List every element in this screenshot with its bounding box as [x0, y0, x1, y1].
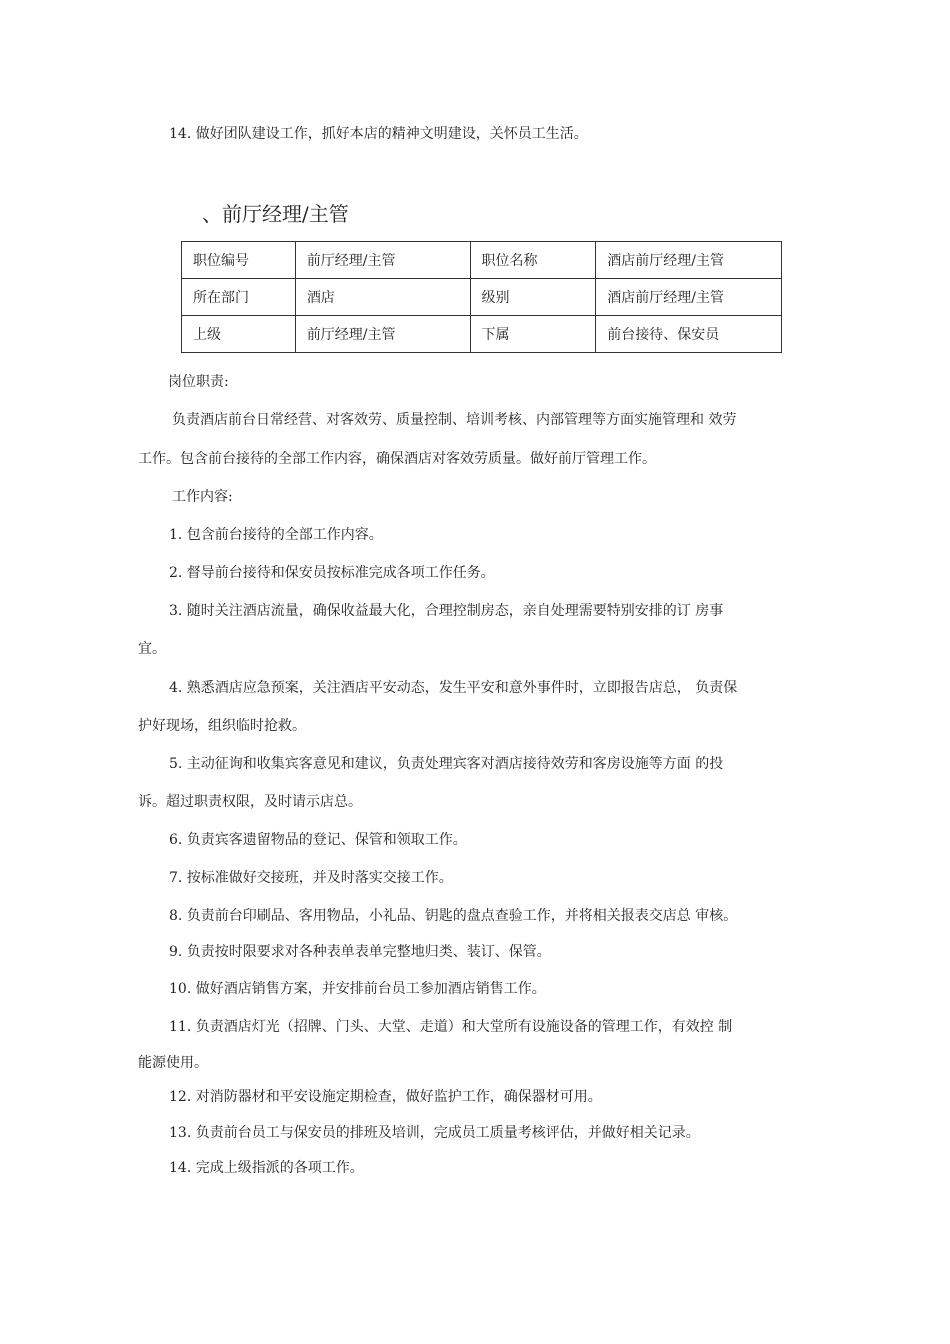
work-item-14: 14. 完成上级指派的各项工作。: [169, 1160, 364, 1176]
duty-text-line-2: 工作。包含前台接待的全部工作内容，确保酒店对客效劳质量。做好前厅管理工作。: [138, 451, 656, 467]
work-item-6: 6. 负责宾客遗留物品的登记、保管和领取工作。: [169, 832, 467, 848]
work-item-8: 8. 负责前台印刷品、客用物品，小礼品、钥匙的盘点查验工作，并将相关报表交店总 审核。: [169, 908, 738, 924]
work-item-13: 13. 负责前台员工与保安员的排班及培训，完成员工质量考核评估，并做好相关记录。: [169, 1125, 700, 1141]
work-item-7: 7. 按标准做好交接班，并及时落实交接工作。: [169, 870, 453, 886]
section-title: 、前厅经理/主管: [202, 202, 349, 226]
work-item-2: 2. 督导前台接待和保安员按标准完成各项工作任务。: [169, 565, 495, 581]
work-item-5: 5. 主动征询和收集宾客意见和建议，负责处理宾客对酒店接待效劳和客房设施等方面 的投: [169, 756, 724, 772]
work-item-10: 10. 做好酒店销售方案，并安排前台员工参加酒店销售工作。: [169, 981, 546, 997]
position-info-table: [181, 241, 782, 353]
table-cell: 酒店前厅经理/主管: [596, 279, 782, 316]
work-item-5-cont: 诉。超过职责权限，及时请示店总。: [138, 794, 362, 810]
table-cell: 下属: [470, 316, 596, 353]
duty-text-line-1: 负责酒店前台日常经营、对客效劳、质量控制、培训考核、内部管理等方面实施管理和 效劳: [172, 412, 737, 428]
table-cell: 级别: [470, 279, 596, 316]
work-item-3: 3. 随时关注酒店流量，确保收益最大化，合理控制房态，亲自处理需要特别安排的订 房事: [169, 603, 724, 619]
work-item-9: 9. 负责按时限要求对各种表单表单完整地归类、装订、保管。: [169, 944, 551, 960]
table-cell: 酒店前厅经理/主管: [596, 242, 782, 279]
table-row: [182, 242, 782, 279]
work-item-11-cont: 能源使用。: [138, 1055, 208, 1071]
table-cell: 所在部门: [182, 279, 296, 316]
work-item-12: 12. 对消防器材和平安设施定期检查，做好监护工作，确保器材可用。: [169, 1089, 602, 1105]
work-item-1: 1. 包含前台接待的全部工作内容。: [169, 527, 383, 543]
work-label: 工作内容:: [172, 489, 233, 505]
table-row: [182, 279, 782, 316]
table-row: [182, 316, 782, 353]
work-item-4-cont: 护好现场，组织临时抢救。: [138, 718, 306, 734]
table-cell: 前厅经理/主管: [295, 316, 470, 353]
duty-label: 岗位职责:: [168, 374, 229, 390]
table-cell: 职位编号: [182, 242, 296, 279]
table-cell: 上级: [182, 316, 296, 353]
table-cell: 职位名称: [470, 242, 596, 279]
table-cell: 前台接待、保安员: [596, 316, 782, 353]
table-cell: 前厅经理/主管: [295, 242, 470, 279]
work-item-3-cont: 宜。: [138, 641, 166, 657]
table-cell: 酒店: [295, 279, 470, 316]
work-item-11: 11. 负责酒店灯光（招牌、门头、大堂、走道）和大堂所有设施设备的管理工作，有效控 制: [169, 1019, 733, 1035]
top-item-14: 14. 做好团队建设工作，抓好本店的精神文明建设，关怀员工生活。: [169, 126, 588, 142]
work-item-4: 4. 熟悉酒店应急预案，关注酒店平安动态，发生平安和意外事件时，立即报告店总， 负责保: [169, 680, 738, 696]
